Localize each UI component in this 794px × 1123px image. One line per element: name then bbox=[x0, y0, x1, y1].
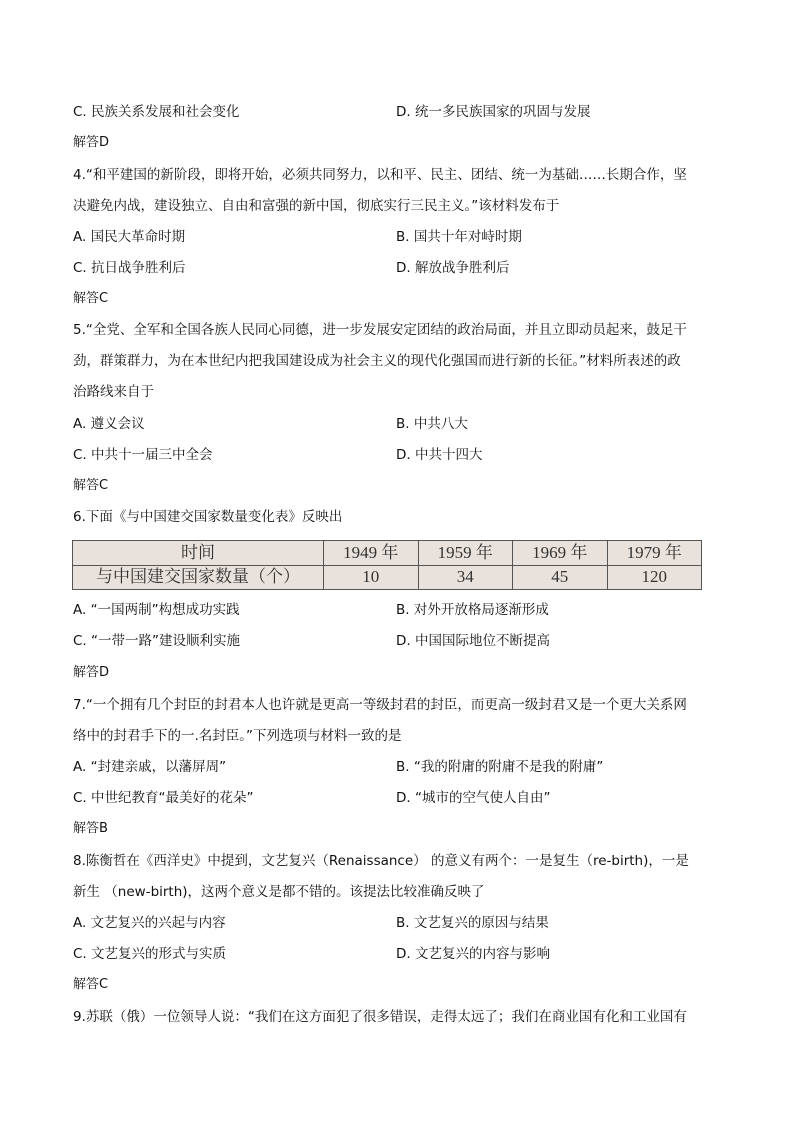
question-8-line: 新生 （new-birth)，这两个意义是都不错的。该提法比较准确反映了 bbox=[73, 884, 485, 900]
table-cell: 时间 bbox=[73, 541, 324, 566]
question-4-line: 决避免内战，建设独立、自由和富强的新中国，彻底实行三民主义。”该材料发布于 bbox=[73, 198, 560, 214]
question-9-line: 9.苏联（俄）一位领导人说：“我们在这方面犯了很多错误，走得太远了；我们在商业国有化和工业国有 bbox=[73, 1009, 687, 1025]
answer: 解答B bbox=[73, 821, 108, 836]
option-d: D. 中共十四大 bbox=[396, 447, 483, 463]
option-d: D. “城市的空气使人自由” bbox=[396, 790, 551, 806]
option-a: A. 文艺复兴的兴起与内容 bbox=[73, 915, 226, 931]
answer: 解答D bbox=[73, 665, 110, 680]
option-a: A. 国民大革命时期 bbox=[73, 229, 186, 245]
table-cell: 与中国建交国家数量（个） bbox=[73, 565, 324, 590]
question-5-line: 劲，群策群力，为在本世纪内把我国建设成为社会主义的现代化强国而进行新的长征。”材料所表述的政 bbox=[73, 353, 681, 369]
table-row bbox=[73, 565, 702, 590]
option-b: B. 中共八大 bbox=[396, 416, 468, 432]
option-c: C. 民族关系发展和社会变化 bbox=[73, 104, 240, 120]
answer: 解答C bbox=[73, 478, 109, 493]
table-cell: 45 bbox=[513, 565, 608, 590]
question-5-line: 治路线来自于 bbox=[73, 384, 154, 400]
answer: 解答C bbox=[73, 291, 109, 306]
table-cell: 10 bbox=[324, 565, 419, 590]
answer: 解答D bbox=[73, 135, 110, 150]
option-b: B. 国共十年对峙时期 bbox=[396, 229, 522, 245]
table-cell: 34 bbox=[418, 565, 513, 590]
question-6-line: 6.下面《与中国建交国家数量变化表》反映出 bbox=[73, 509, 343, 525]
table-cell: 1979 年 bbox=[607, 541, 702, 566]
question-7-line: 络中的封君手下的一.名封臣。”下列选项与材料一致的是 bbox=[73, 728, 402, 744]
option-b: B. 文艺复兴的原因与结果 bbox=[396, 915, 549, 931]
option-c: C. 中共十一届三中全会 bbox=[73, 447, 213, 463]
option-c: C. 中世纪教育“最美好的花朵” bbox=[73, 790, 254, 806]
option-a: A. 遵义会议 bbox=[73, 416, 145, 432]
option-d: D. 文艺复兴的内容与影响 bbox=[396, 946, 550, 962]
option-d: D. 中国国际地位不断提高 bbox=[396, 633, 550, 649]
question-5-line: 5.“全党、全军和全国各族人民同心同德，进一步发展安定团结的政治局面，并且立即动员起来，鼓足干 bbox=[73, 322, 687, 338]
option-a: A. “一国两制”构想成功实践 bbox=[73, 602, 240, 618]
option-d: D. 解放战争胜利后 bbox=[396, 260, 510, 276]
table-cell: 1959 年 bbox=[418, 541, 513, 566]
option-c: C. 文艺复兴的形式与实质 bbox=[73, 946, 227, 962]
diplomatic-relations-table bbox=[72, 540, 702, 590]
option-b: B. 对外开放格局逐渐形成 bbox=[396, 602, 549, 618]
table-cell: 1969 年 bbox=[513, 541, 608, 566]
table-cell: 120 bbox=[607, 565, 702, 590]
table-header-row bbox=[73, 541, 702, 566]
question-4-line: 4.“和平建国的新阶段，即将开始，必须共同努力，以和平、民主、团结、统一为基础……长期合作，坚 bbox=[73, 167, 687, 183]
option-b: B. “我的附庸的附庸不是我的附庸” bbox=[396, 759, 604, 775]
option-c: C. 抗日战争胜利后 bbox=[73, 260, 186, 276]
question-8-line: 8.陈衡哲在《西洋史》中提到，文艺复兴（Renaissance） 的意义有两个：一是复生（re-birth)，一是 bbox=[73, 853, 689, 869]
option-a: A. “封建亲戚，以藩屏周” bbox=[73, 759, 227, 775]
option-c: C. “一带一路”建设顺利实施 bbox=[73, 633, 240, 649]
question-7-line: 7.“一个拥有几个封臣的封君本人也许就是更高一等级封君的封臣，而更高一级封君又是一个更大关系网 bbox=[73, 697, 687, 713]
answer: 解答C bbox=[73, 977, 109, 992]
option-d: D. 统一多民族国家的巩固与发展 bbox=[396, 104, 591, 120]
table-cell: 1949 年 bbox=[324, 541, 419, 566]
